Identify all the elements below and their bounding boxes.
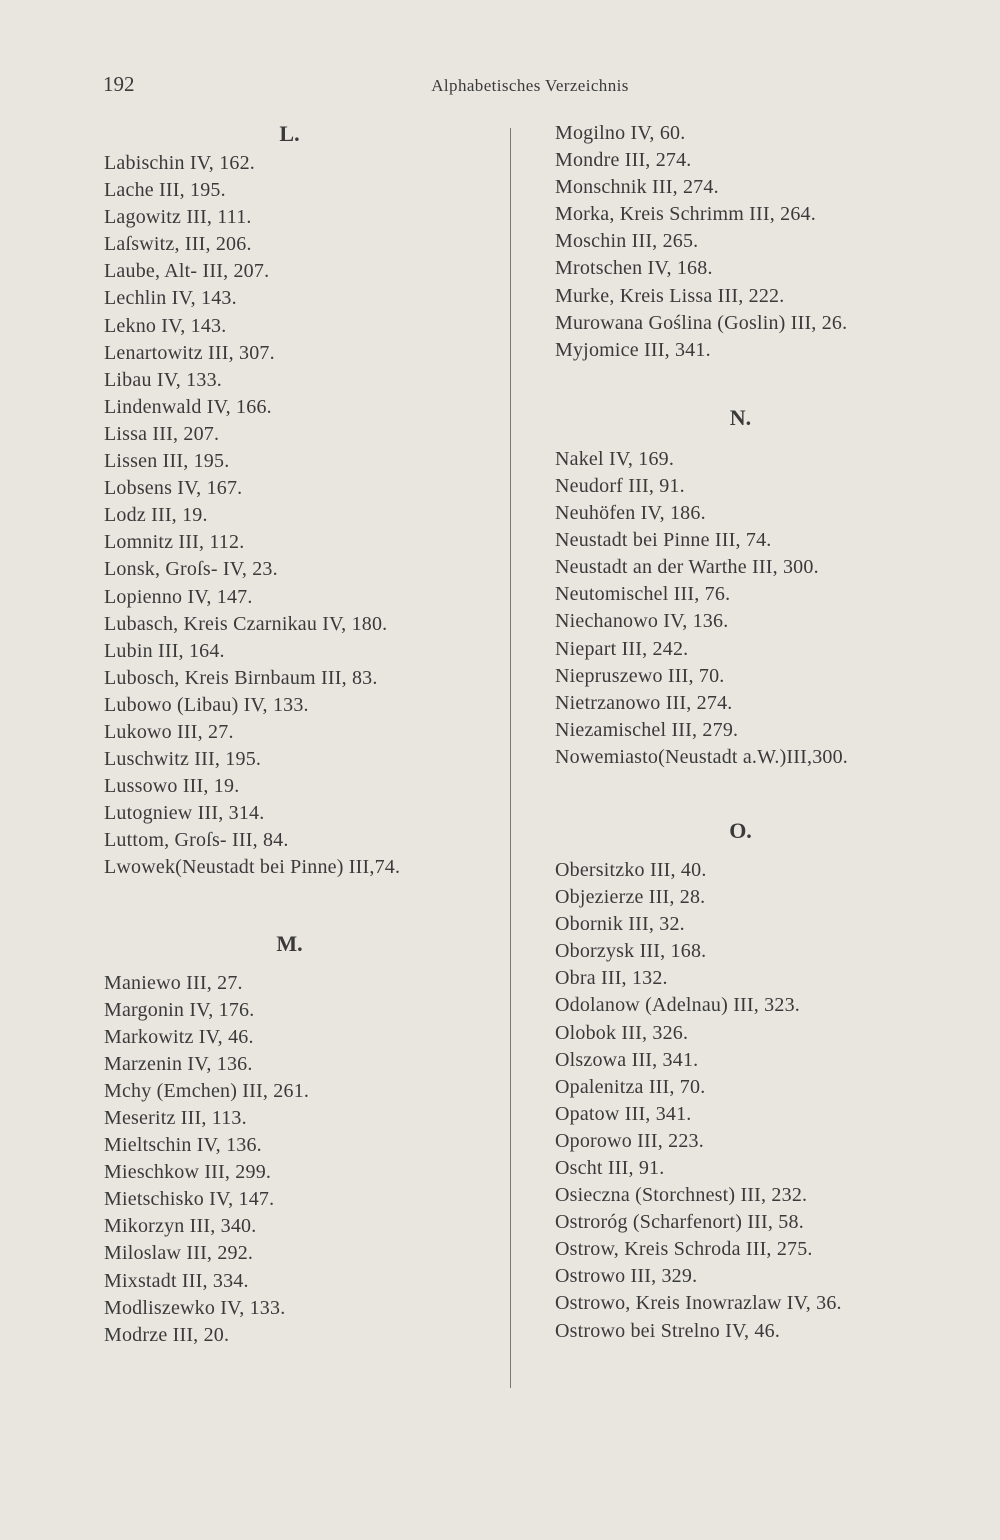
index-entry: Nakel IV, 169. (555, 447, 675, 470)
index-entry: Mieltschin IV, 136. (104, 1134, 262, 1157)
index-entry: Oporowo III, 223. (555, 1129, 704, 1152)
section-heading-n: N. (729, 404, 752, 430)
section-n (543, 404, 938, 771)
index-entry: Neuhöfen IV, 186. (555, 502, 706, 525)
index-entry: Luschwitz III, 195. (104, 748, 262, 771)
index-entry: Opatow III, 341. (555, 1102, 692, 1125)
index-entry: Lussowo III, 19. (104, 775, 240, 798)
column-divider (510, 128, 511, 1388)
index-entry: Laube, Alt- III, 207. (104, 260, 270, 283)
index-entry: Nowemiasto(Neustadt a.W.)III,300. (555, 745, 849, 768)
index-entry: Mikorzyn III, 340. (104, 1215, 257, 1238)
index-entry: Niepruszewo III, 70. (555, 664, 725, 687)
index-entry: Morka, Kreis Schrimm III, 264. (555, 203, 816, 226)
index-entry: Niezamischel III, 279. (555, 718, 739, 741)
index-entry: Neutomischel III, 76. (555, 583, 731, 606)
index-entry: Myjomice III, 341. (555, 338, 711, 361)
index-entry: Murke, Kreis Lissa III, 222. (555, 284, 785, 307)
index-entry: Ostrowo III, 329. (555, 1265, 698, 1288)
index-entry: Lekno IV, 143. (104, 314, 227, 337)
index-entry: Lonsk, Groſs- IV, 23. (104, 558, 278, 581)
index-entry: Labischin IV, 162. (104, 152, 255, 174)
index-entry: Ostroróg (Scharfenort) III, 58. (555, 1211, 804, 1234)
index-entry: Markowitz IV, 46. (104, 1025, 254, 1048)
index-entry: Lenartowitz III, 307. (104, 341, 275, 364)
index-entry: Ostrowo, Kreis Inowrazlaw IV, 36. (555, 1292, 842, 1315)
index-entry: Modliszewko IV, 133. (104, 1296, 286, 1319)
index-entry: Lagowitz III, 111. (104, 206, 252, 229)
section-heading-m: M. (276, 930, 303, 956)
index-entry: Olszowa III, 341. (555, 1048, 699, 1071)
index-entry: Lache III, 195. (104, 179, 226, 202)
index-entry: Nietrzanowo III, 274. (555, 691, 733, 714)
index-entry: Mondre III, 274. (555, 149, 692, 172)
index-entry: Mixstadt III, 334. (104, 1269, 249, 1292)
section-l (92, 120, 487, 882)
index-entry: Oscht III, 91. (555, 1157, 665, 1179)
index-entry: Lukowo III, 27. (104, 720, 234, 743)
running-title: Alphabetisches Verzeichnis (431, 76, 629, 95)
index-entry: Monschnik III, 274. (555, 176, 719, 199)
index-entry: Objezierze III, 28. (555, 886, 706, 909)
index-entry: Laſswitz, III, 206. (104, 233, 252, 256)
index-entry: Ostrowo bei Strelno IV, 46. (555, 1319, 781, 1342)
index-entry: Lubosch, Kreis Birnbaum III, 83. (104, 666, 378, 689)
index-entry: Odolanow (Adelnau) III, 323. (555, 994, 800, 1017)
index-entry: Maniewo III, 27. (104, 971, 243, 994)
index-entry: Modrze III, 20. (104, 1323, 230, 1346)
index-entry: Mogilno IV, 60. (555, 122, 686, 144)
index-entry: Moschin III, 265. (555, 230, 699, 253)
index-entry: Niepart III, 242. (555, 637, 689, 660)
index-entry: Mietschisko IV, 147. (104, 1188, 275, 1211)
index-entry: Osieczna (Storchnest) III, 232. (555, 1184, 808, 1207)
index-entry: Miloslaw III, 292. (104, 1242, 254, 1265)
index-entry: Lubasch, Kreis Czarnikau IV, 180. (104, 612, 388, 635)
index-entry: Opalenitza III, 70. (555, 1075, 706, 1098)
index-entry: Lubowo (Libau) IV, 133. (104, 693, 309, 716)
index-entry: Meseritz III, 113. (104, 1107, 247, 1129)
section-heading-l: L. (279, 121, 300, 146)
index-entry: Neustadt bei Pinne III, 74. (555, 529, 772, 552)
index-entry: Niechanowo IV, 136. (555, 610, 729, 633)
index-entry: Lomnitz III, 112. (104, 531, 245, 554)
index-entry: Margonin IV, 176. (104, 998, 255, 1021)
section-m (92, 930, 487, 1349)
index-entry: Neudorf III, 91. (555, 474, 685, 497)
index-entry: Obra III, 132. (555, 967, 668, 990)
index-entry: Lindenwald IV, 166. (104, 395, 272, 418)
index-entry: Obornik III, 32. (555, 913, 685, 936)
index-entry: Obersitzko III, 40. (555, 858, 707, 881)
entry-list-l (92, 150, 487, 882)
index-entry: Mchy (Emchen) III, 261. (104, 1079, 310, 1102)
index-entry: Libau IV, 133. (104, 368, 222, 391)
section-m-continued (543, 120, 938, 364)
index-entry: Lwowek(Neustadt bei Pinne) III,74. (104, 856, 401, 879)
section-heading-o: O. (729, 817, 752, 843)
entry-list-n (543, 446, 938, 771)
entry-list-m (92, 970, 487, 1349)
index-entry: Lissen III, 195. (104, 450, 230, 473)
index-entry: Oborzysk III, 168. (555, 940, 707, 963)
index-entry: Neustadt an der Warthe III, 300. (555, 556, 819, 579)
index-entry: Lechlin IV, 143. (104, 287, 237, 310)
page-number: 192 (103, 72, 135, 96)
index-entry: Luttom, Groſs- III, 84. (104, 829, 289, 852)
section-o (543, 817, 938, 1345)
index-entry: Ostrow, Kreis Schroda III, 275. (555, 1238, 813, 1261)
index-entry: Lodz III, 19. (104, 504, 208, 527)
entry-list-m-continued (543, 120, 938, 364)
index-entry: Olobok III, 326. (555, 1021, 689, 1044)
index-entry: Lobsens IV, 167. (104, 477, 243, 500)
index-entry: Lissa III, 207. (104, 422, 220, 445)
index-entry: Marzenin IV, 136. (104, 1052, 253, 1075)
index-entry: Lubin III, 164. (104, 639, 225, 662)
index-entry: Mieschkow III, 299. (104, 1161, 272, 1184)
index-entry: Lutogniew III, 314. (104, 802, 265, 825)
index-entry: Lopienno IV, 147. (104, 585, 253, 608)
index-entry: Murowana Goślina (Goslin) III, 26. (555, 311, 848, 334)
left-column (92, 120, 487, 1349)
index-entry: Mrotschen IV, 168. (555, 257, 713, 280)
right-column (543, 120, 938, 1345)
entry-list-o (543, 857, 938, 1345)
